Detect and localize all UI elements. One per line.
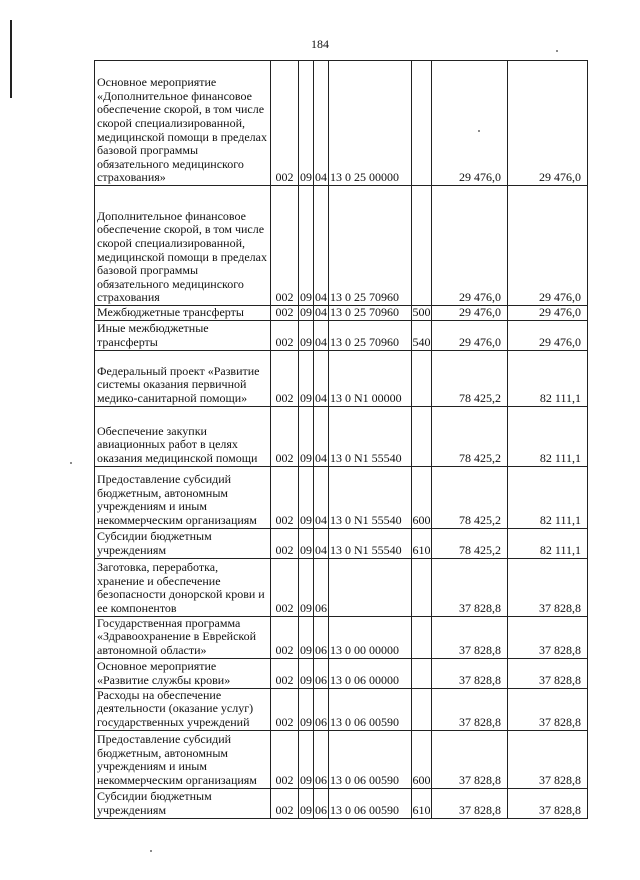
amount-sum1-cell: 78 425,2: [432, 350, 508, 406]
target-article-cell: 13 0 25 70960: [329, 186, 412, 306]
row-name-cell: Дополнительное финансовое обеспечение скорой, в том числе скорой специализированной, медицинской помощи в пределах базовой программы обязательного медицинского страхования: [95, 186, 271, 306]
row-name-cell: Субсидии бюджетным учреждениям: [95, 788, 271, 818]
amount-sum1-cell: 37 828,8: [432, 688, 508, 730]
target-article-cell: 13 0 N1 55540: [329, 406, 412, 466]
target-article-cell: 13 0 N1 55540: [329, 466, 412, 528]
pr-code-cell: 06: [314, 658, 329, 688]
rz-code-cell: 09: [299, 688, 314, 730]
vr-code-cell: 600: [412, 466, 432, 528]
amount-sum2-cell: 82 111,1: [508, 528, 588, 558]
page-number: 184: [311, 37, 329, 51]
budget-table: [94, 60, 588, 819]
amount-sum1-cell: 78 425,2: [432, 528, 508, 558]
row-name-cell: Заготовка, переработка, хранение и обеспечение безопасности донорской крови и ее компонентов: [95, 558, 271, 616]
table-body: [95, 61, 588, 819]
amount-sum1-cell: 78 425,2: [432, 466, 508, 528]
vr-code-cell: [412, 61, 432, 186]
amount-sum1-cell: 37 828,8: [432, 558, 508, 616]
amount-sum2-cell: 82 111,1: [508, 406, 588, 466]
amount-sum2-cell: 37 828,8: [508, 558, 588, 616]
pr-code-cell: 06: [314, 688, 329, 730]
table-row: [95, 730, 588, 788]
vr-code-cell: [412, 406, 432, 466]
rz-code-cell: 09: [299, 466, 314, 528]
pr-code-cell: 06: [314, 558, 329, 616]
grbs-code-cell: 002: [271, 730, 299, 788]
grbs-code-cell: 002: [271, 658, 299, 688]
row-name-cell: Предоставление субсидий бюджетным, автономным учреждениям и иным некоммерческим организациям: [95, 466, 271, 528]
table-row: [95, 658, 588, 688]
row-name-cell: Субсидии бюджетным учреждениям: [95, 528, 271, 558]
row-name-cell: Расходы на обеспечение деятельности (оказание услуг) государственных учреждений: [95, 688, 271, 730]
rz-code-cell: 09: [299, 528, 314, 558]
amount-sum1-cell: 29 476,0: [432, 320, 508, 350]
vr-code-cell: [412, 658, 432, 688]
target-article-cell: 13 0 25 00000: [329, 61, 412, 186]
table-row: [95, 186, 588, 306]
table-row: [95, 688, 588, 730]
table-row: [95, 406, 588, 466]
vr-code-cell: 540: [412, 320, 432, 350]
rz-code-cell: 09: [299, 558, 314, 616]
table-row: [95, 558, 588, 616]
amount-sum2-cell: 37 828,8: [508, 616, 588, 658]
grbs-code-cell: 002: [271, 320, 299, 350]
table-row: [95, 616, 588, 658]
target-article-cell: 13 0 06 00590: [329, 730, 412, 788]
target-article-cell: 13 0 25 70960: [329, 306, 412, 321]
target-article-cell: 13 0 N1 00000: [329, 350, 412, 406]
grbs-code-cell: 002: [271, 788, 299, 818]
vr-code-cell: [412, 616, 432, 658]
target-article-cell: 13 0 25 70960: [329, 320, 412, 350]
vr-code-cell: [412, 350, 432, 406]
table-row: [95, 320, 588, 350]
vr-code-cell: 500: [412, 305, 431, 319]
pr-code-cell: 04: [314, 320, 329, 350]
row-name-cell: Предоставление субсидий бюджетным, автономным учреждениям и иным некоммерческим организациям: [95, 730, 271, 788]
grbs-code-cell: 002: [271, 406, 299, 466]
rz-code-cell: 09: [299, 406, 314, 466]
pr-code-cell: 06: [314, 730, 329, 788]
amount-sum2-cell: 37 828,8: [508, 730, 588, 788]
target-article-cell: 13 0 N1 55540: [329, 528, 412, 558]
amount-sum2-cell: 29 476,0: [508, 186, 588, 306]
grbs-code-cell: 002: [271, 61, 299, 186]
row-name-cell: Основное мероприятие «Развитие службы крови»: [95, 658, 271, 688]
amount-sum2-cell: 82 111,1: [508, 466, 588, 528]
amount-sum1-cell: 29 476,0: [432, 61, 508, 186]
pr-code-cell: 04: [314, 528, 329, 558]
pr-code-cell: 04: [314, 350, 329, 406]
scan-speck: [150, 850, 152, 852]
vr-code-cell: 600: [412, 730, 432, 788]
vr-code-cell: [412, 186, 432, 306]
amount-sum2-cell: 29 476,0: [508, 306, 588, 321]
row-name-cell: Межбюджетные трансферты: [95, 306, 271, 321]
amount-sum2-cell: 37 828,8: [508, 688, 588, 730]
amount-sum2-cell: 82 111,1: [508, 350, 588, 406]
rz-code-cell: 09: [299, 658, 314, 688]
pr-code-cell: 04: [315, 305, 327, 319]
pr-code-cell: 06: [314, 788, 329, 818]
scan-speck: [556, 50, 558, 52]
amount-sum2-cell: 29 476,0: [508, 61, 588, 186]
grbs-code-cell: 002: [271, 688, 299, 730]
scan-edge-mark: [10, 20, 12, 98]
rz-code-cell: 09: [299, 320, 314, 350]
pr-code-cell: 04: [314, 186, 329, 306]
table-row: [95, 466, 588, 528]
pr-code-cell: 04: [314, 406, 329, 466]
grbs-code-cell: 002: [271, 350, 299, 406]
rz-code-cell: 09: [300, 305, 312, 319]
rz-code-cell: 09: [299, 350, 314, 406]
rz-code-cell: 09: [299, 616, 314, 658]
table-row: [95, 350, 588, 406]
vr-code-cell: [412, 688, 432, 730]
rz-code-cell: 09: [299, 186, 314, 306]
target-article-cell: 13 0 06 00000: [329, 658, 412, 688]
row-name-cell: Основное мероприятие «Дополнительное финансовое обеспечение скорой, в том числе скорой специализированной, медицинской помощи в пределах базовой программы обязательного медицинского страхования»: [95, 61, 271, 186]
row-name-cell: Иные межбюджетные трансферты: [95, 320, 271, 350]
vr-code-cell: 610: [412, 788, 432, 818]
grbs-code-cell: 002: [271, 306, 299, 321]
target-article-cell: 13 0 06 00590: [329, 788, 412, 818]
amount-sum2-cell: 29 476,0: [508, 320, 588, 350]
rz-code-cell: 09: [299, 788, 314, 818]
table-row: [95, 306, 588, 321]
amount-sum2-cell: 37 828,8: [508, 658, 588, 688]
grbs-code-cell: 002: [271, 616, 299, 658]
row-name-cell: Государственная программа «Здравоохранение в Еврейской автономной области»: [95, 616, 271, 658]
grbs-code-cell: 002: [271, 186, 299, 306]
amount-sum1-cell: 78 425,2: [432, 406, 508, 466]
rz-code-cell: 09: [299, 61, 314, 186]
pr-code-cell: 04: [314, 466, 329, 528]
vr-code-cell: 610: [412, 528, 432, 558]
row-name-cell: Обеспечение закупки авиационных работ в целях оказания медицинской помощи: [95, 406, 271, 466]
amount-sum1-cell: 29 476,0: [432, 306, 508, 321]
grbs-code-cell: 002: [271, 528, 299, 558]
amount-sum1-cell: 29 476,0: [432, 186, 508, 306]
table-row: [95, 788, 588, 818]
scan-speck: [70, 462, 72, 464]
amount-sum1-cell: 37 828,8: [432, 730, 508, 788]
grbs-code-cell: 002: [271, 558, 299, 616]
grbs-code-cell: 002: [271, 466, 299, 528]
rz-code-cell: 09: [299, 730, 314, 788]
pr-code-cell: 04: [314, 61, 329, 186]
vr-code-cell: [412, 558, 432, 616]
table-row: [95, 528, 588, 558]
amount-sum1-cell: 37 828,8: [432, 616, 508, 658]
pr-code-cell: 06: [314, 616, 329, 658]
target-article-cell: [329, 558, 412, 616]
row-name-cell: Федеральный проект «Развитие системы оказания первичной медико-санитарной помощи»: [95, 350, 271, 406]
amount-sum1-cell: 37 828,8: [432, 788, 508, 818]
target-article-cell: 13 0 06 00590: [329, 688, 412, 730]
amount-sum1-cell: 37 828,8: [432, 658, 508, 688]
scan-speck: [478, 130, 480, 132]
table-row: [95, 61, 588, 186]
amount-sum2-cell: 37 828,8: [508, 788, 588, 818]
target-article-cell: 13 0 00 00000: [329, 616, 412, 658]
